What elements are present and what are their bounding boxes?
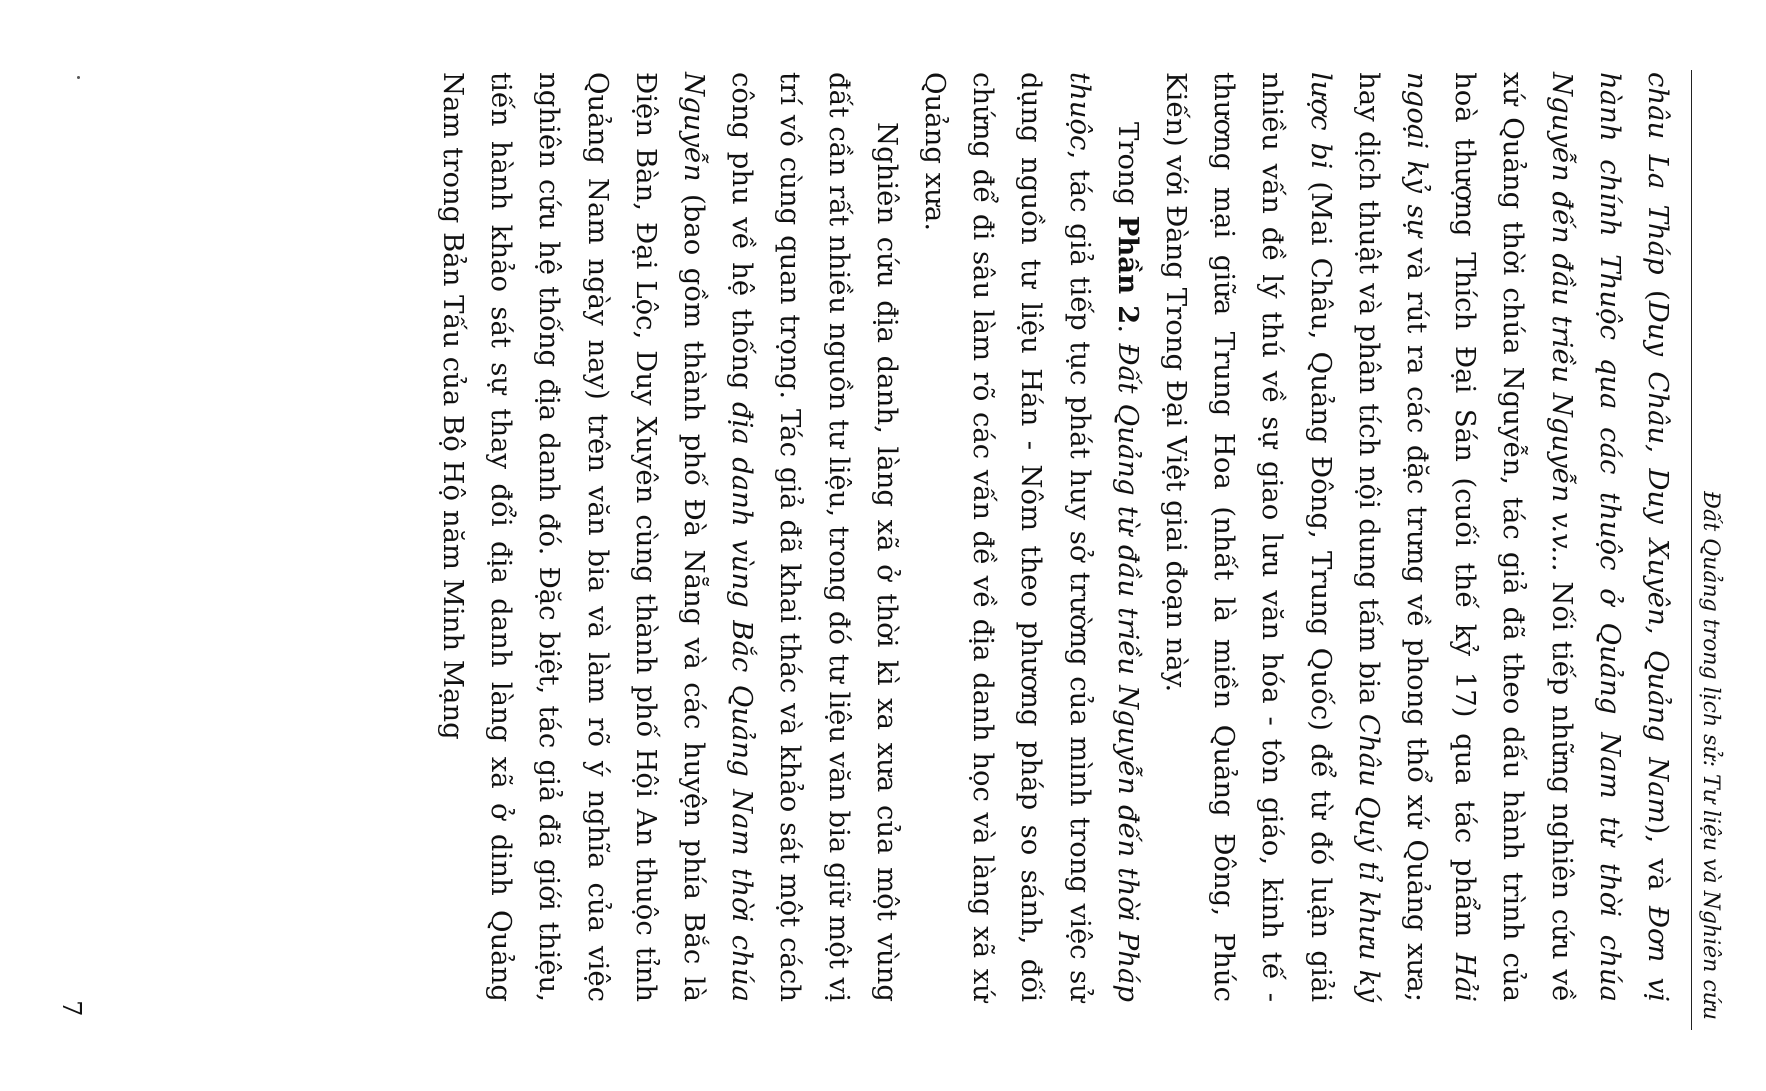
inline-text: Nối tiếp những nghiên cứu về xứ Quảng thời chúa Nguyễn, tác giả đã theo dấu hành trình của hoà thượng Thích Đại Sán (cuối thế kỷ 17) qua tác phẩm: [1449, 72, 1578, 1002]
paragraph-1: [1152, 72, 1682, 1002]
body-text: [429, 72, 1682, 1002]
page-number: 7: [56, 1000, 86, 1017]
inline-italic: Hải ngoại kỷ sự: [1400, 72, 1482, 1002]
inline-italic: Duy Châu, Duy Xuyên, Quảng Nam: [1642, 300, 1674, 824]
inline-text: , tác giả tiếp tục phát huy sở trường của mình trong việc sử dụng nguồn tư liệu Hán - Nôm theo phương pháp so sánh, đối chứng để đi sâu làm rõ các vấn đề về địa danh học và làng xã xứ Quảng xưa.: [918, 72, 1096, 1002]
inline-text: (bao gồm thành phố Đà Nẵng và các huyện phía Bắc là Điện Bàn, Đại Lộc, Duy Xuyên cùng thành phố Hội An thuộc tỉnh Quảng Nam ngày nay) trên văn bia và làm rõ ý nghĩa của việc nghiên cứu hệ thống địa danh đó. Đặc biệt, tác giả đã giới thiệu, tiến hành khảo sát sự thay đổi địa danh làng xã ở dinh Quảng Nam trong Bản Tấu của Bộ Hộ năm Minh Mạng: [436, 72, 710, 1002]
scan-speck: [77, 76, 80, 79]
paragraph-2: [911, 72, 1152, 1002]
inline-italic: Đất Quảng từ đầu triều Nguyễn đến thời Pháp thuộc: [1063, 72, 1144, 1002]
inline-text: (Mai Châu, Quảng Đông, Trung Quốc) để từ đó luận giải nhiều vấn đề lý thú về sự giao lưu văn hóa - tôn giáo, kinh tế - thương mại giữa Trung Hoa (nhất là miền Quảng Đông, Phúc Kiến) với Đàng Trong Đại Việt giai đoạn này.: [1159, 72, 1337, 1002]
inline-text: Trong: [1111, 122, 1144, 216]
running-title: Đất Quảng trong lịch sử: Tư liệu và Nghiên cứu: [1698, 491, 1723, 1020]
inline-text: (: [1642, 274, 1674, 301]
inline-italic: Châu Quý tỉ khưu ký lược bi: [1304, 72, 1385, 1002]
inline-italic: địa danh vùng Bắc Quảng Nam thời chúa Nguyễn: [677, 72, 759, 1002]
paragraph-3: [429, 72, 911, 1002]
running-header: [1691, 70, 1744, 1030]
inline-text: ), và: [1642, 823, 1674, 906]
inline-italic: châu La Tháp: [1642, 72, 1674, 275]
inline-text: Nghiên cứu địa danh, làng xã ở thời kì xa xưa của một vùng đất cần rất nhiều nguồn tư liệu, trong đó tư liệu văn bia giữ một vị trí vô cùng quan trọng. Tác giả đã khai thác và khảo sát một cách công phu về hệ thống: [726, 72, 903, 1002]
inline-text: .: [1111, 324, 1144, 344]
inline-italic: Đơn vị hành chính Thuộc qua các thuộc ở Quảng Nam từ thời chúa Nguyễn đến đầu triều Nguyễn v.v...: [1545, 72, 1674, 1002]
inline-bold: Phần 2: [1111, 215, 1144, 325]
inline-text: và rút ra các đặc trưng về phong thổ xứ Quảng xưa; hay dịch thuật và phân tích nội dung tấm bia: [1352, 72, 1433, 1002]
